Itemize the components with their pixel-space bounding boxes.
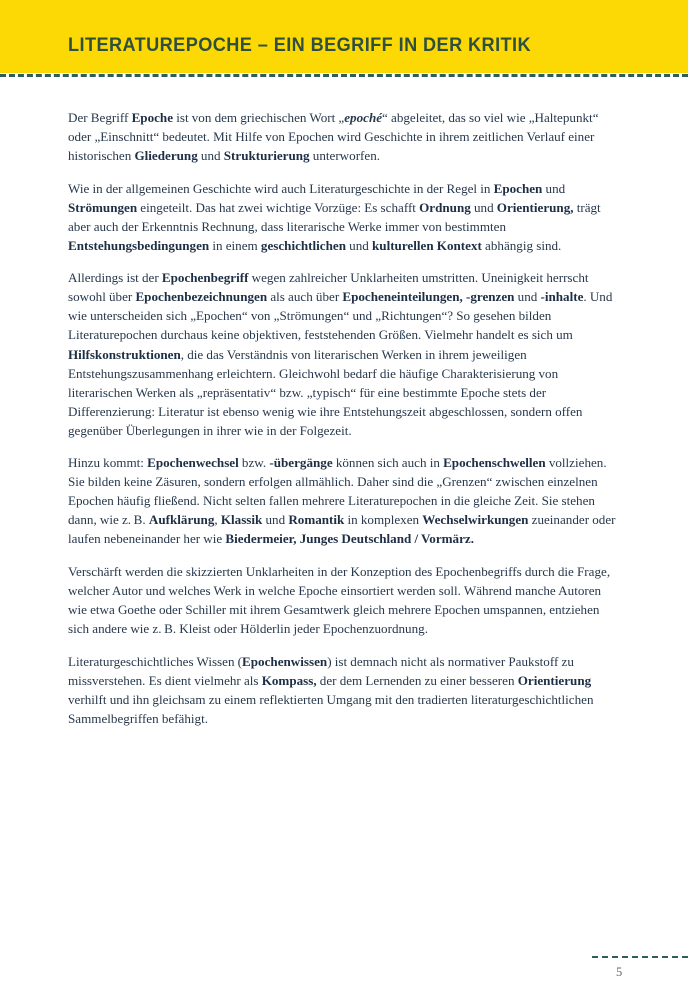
page-number: 5: [616, 965, 623, 979]
page-title: LITERATUREPOCHE – EIN BEGRIFF IN DER KRITIK: [68, 34, 531, 56]
footer-dashed-divider: [592, 956, 688, 958]
header-banner: [0, 0, 688, 73]
paragraph: Der Begriff Epoche ist von dem griechischen Wort „epoché“ abgeleitet, das so viel wie „Haltepunkt“ oder „Einschnitt“ bedeutet. Mit Hilfe von Epochen wird Geschichte in ihrem zeitlichen Verlauf einer historischen Gliederung und Strukturierung unterworfen.: [68, 110, 599, 164]
header-dashed-divider: [0, 74, 688, 77]
paragraph: Hinzu kommt: Epochenwechsel bzw. -übergänge können sich auch in Epochenschwellen vollziehen. Sie bilden keine Zäsuren, sondern erfolgen allmählich. Daher sind die „Grenzen“ zwischen einzelnen Epochen häufig fließend. Nicht selten fallen mehrere Literaturepochen in die gleiche Zeit. Sie stehen dann, wie z. B. Aufklärung, Klassik und Romantik in komplexen Wechselwirkungen zueinander oder laufen nebeneinander her wie Biedermeier, Junges Deutschland / Vormärz.: [68, 455, 616, 547]
article-body: [68, 108, 620, 728]
paragraph: Allerdings ist der Epochenbegriff wegen zahlreicher Unklarheiten umstritten. Uneinigkeit herrscht sowohl über Epochenbezeichnungen als auch über Epocheneinteilungen, -grenzen und -inhalte. Und wie unterscheiden sich „Epochen“ von „Strömungen“ und „Richtungen“? So gesehen bilden Literaturepochen durchaus keine objektiven, feststehenden Größen. Vielmehr handelt es sich um Hilfskonstruktionen, die das Verständnis von literarischen Werken in ihrem jeweiligen Entstehungszusammenhang erleichtern. Gleichwohl bedarf die häufige Charakterisierung von literarischen Werken als „repräsentativ“ bzw. „typisch“ für eine bestimmte Epoche stets der Differenzierung: Literatur ist ebenso wenig wie ihre Entstehungszeit abgeschlossen, sondern offen gegenüber Überlegungen in ihrer wie in der Folgezeit.: [68, 270, 613, 438]
paragraph: Wie in der allgemeinen Geschichte wird auch Literaturgeschichte in der Regel in Epochen und Strömungen eingeteilt. Das hat zwei wichtige Vorzüge: Es schafft Ordnung und Orientierung, trägt aber auch der Erkenntnis Rechnung, dass literarische Werke immer von bestimmten Entstehungsbedingungen in einem geschichtlichen und kulturellen Kontext abhängig sind.: [68, 180, 601, 253]
paragraph: Verschärft werden die skizzierten Unklarheiten in der Konzeption des Epochenbegriffs durch die Frage, welcher Autor und welches Werk in welche Epoche einsortiert werden soll. Während manche Autoren wie etwa Goethe oder Schiller mit ihrem Gesamtwerk gleich mehrere Epochen umspannen, entziehen sich andere wie z. B. Kleist oder Hölderlin jeder Epochenzuordnung.: [68, 563, 611, 637]
paragraph: Literaturgeschichtliches Wissen (Epochenwissen) ist demnach nicht als normativer Paukstoff zu missverstehen. Es dient vielmehr als Kompass, der dem Lernenden zu einer besseren Orientierung verhilft und ihn gleichsam zu einem reflektierten Umgang mit den tradierten literaturgeschichtlichen Sammelbegriffen befähigt.: [68, 653, 594, 726]
